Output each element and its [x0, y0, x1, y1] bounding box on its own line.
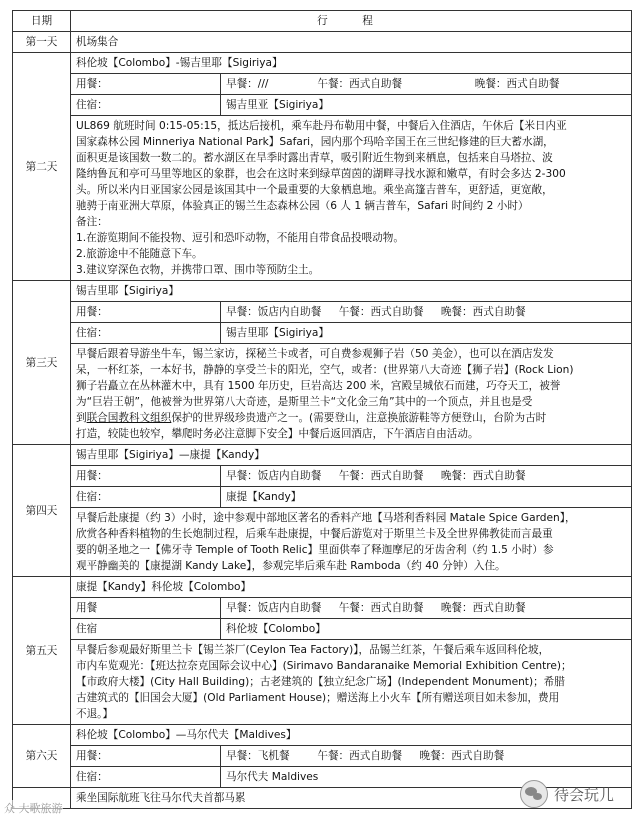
day5-stay-row — [13, 619, 632, 640]
header-row — [13, 11, 632, 32]
day3-desc-line: 呆，一杯红茶，一本好书，静静的享受兰卡的阳光，空气，或者：(世界第八大奇迹【狮子岩】(Rock Lion) — [76, 364, 574, 376]
day6-lunch: 午餐：西式自助餐 — [317, 750, 403, 762]
day2-desc-line: 隆纳鲁瓦和亭可马里等地区的象群，也会在这时来到绿草茵茵的湖畔寻找水源和嫩草，有时会多达 2-300 — [76, 168, 566, 180]
day6-meals — [221, 746, 632, 767]
day3-desc-line: 为“巨岩王朝”，他被誉为世界第八大奇迹，是斯里兰卡“文化金三角”其中的一个顶点，并且也是受 — [76, 396, 533, 408]
day2-desc-line: UL869 航班时间 0:15-05:15，抵达后接机，乘车赴丹布勒用中餐，中餐后入住酒店，午休后【米日内亚 — [76, 120, 567, 132]
day2-meal-label: 用餐： — [71, 74, 221, 95]
day4-desc-line: 欣赏各种香料植物的生长炮制过程，后乘车赴康提，中餐后游览对于斯里兰卡及全世界佛教徒而言最重 — [76, 528, 553, 540]
day4-stay-row — [13, 487, 632, 508]
day2-desc-line: 面积更是该国数一数二的。蓄水湖区在旱季时露出青草，吸引附近生物到来栖息，包括来自马塔拉、波 — [76, 152, 553, 164]
day4-description — [71, 508, 632, 577]
day2-meals — [221, 74, 632, 95]
day6-description: 乘坐国际航班飞往马尔代夫首都马累 — [71, 788, 632, 809]
day5-breakfast: 早餐：饭店内自助餐 — [226, 602, 322, 614]
day5-desc-line: 不退。】 — [76, 708, 114, 720]
day2-description — [71, 116, 632, 281]
day1-text: 机场集合 — [71, 32, 632, 53]
day5-meal-label: 用餐 — [71, 598, 221, 619]
day3-desc-row — [13, 344, 632, 445]
day4-dinner: 晚餐：西式自助餐 — [440, 470, 526, 482]
day5-desc-line: 市内车览观光：【班达拉奈克国际会议中心】(Sirimavo Bandaranaike Memorial Exhibition Centre)； — [76, 660, 572, 672]
day6-label: 第六天 — [13, 725, 71, 788]
day5-stay-label: 住宿 — [71, 619, 221, 640]
day6-breakfast: 早餐：飞机餐 — [226, 750, 290, 762]
day3-dinner: 晚餐：西式自助餐 — [440, 306, 526, 318]
day5-stay: 科伦坡【Colombo】 — [221, 619, 632, 640]
day2-route: 科伦坡【Colombo】-锡吉里耶【Sigiriya】 — [71, 53, 632, 74]
day4-meal-row — [13, 466, 632, 487]
day2-dinner: 晚餐：西式自助餐 — [474, 78, 560, 90]
day4-lunch: 午餐：西式自助餐 — [338, 470, 424, 482]
day2-desc-row — [13, 116, 632, 281]
day6-route: 科伦坡【Colombo】—马尔代夫【Maldives】 — [71, 725, 632, 746]
watermark-right — [520, 780, 614, 808]
day5-meals — [221, 598, 632, 619]
watermark-right-text: 待会玩儿 — [554, 785, 615, 804]
day6-stay: 马尔代夫 Maldives — [221, 767, 632, 788]
day3-description — [71, 344, 632, 445]
day6-meal-label: 用餐： — [71, 746, 221, 767]
day3-desc-line: 早餐后跟着导游坐牛车，锡兰家访，探秘兰卡或者，可自费参观狮子岩（50 美金），也可以在酒店发发 — [76, 348, 554, 360]
day3-desc-line: 打造，较陡也较窄，攀爬时务必注意脚下安全】中餐后返回酒店，下午酒店自由活动。 — [76, 428, 479, 440]
day3-desc-line — [76, 410, 626, 426]
day2-label: 第二天 — [13, 53, 71, 281]
day5-meal-row — [13, 598, 632, 619]
day2-desc-line: 驰骋于南亚洲大草原，体验真正的锡兰生态森林公园（6 人 1 辆吉普车，Safari 时间约 2 小时） — [76, 200, 529, 212]
day3-route-row — [13, 281, 632, 302]
day3-stay: 锡吉里耶【Sigiriya】 — [221, 323, 632, 344]
day2-stay-row — [13, 95, 632, 116]
day2-desc-line: 头。所以米内日亚国家公园是该国其中一个最重要的大象栖息地。乘坐高篷吉普车，更舒适，更宽敞， — [76, 184, 553, 196]
wechat-icon — [520, 780, 548, 808]
day3-desc-pre: 到 — [76, 412, 87, 424]
day3-meal-row — [13, 302, 632, 323]
day6-meal-row — [13, 746, 632, 767]
day2-lunch: 午餐：西式自助餐 — [317, 78, 403, 90]
day2-route-row — [13, 53, 632, 74]
day4-desc-line: 观平静幽美的【康提湖 Kandy Lake】，参观完毕后乘车赴 Ramboda（约 40 分钟）入住。 — [76, 560, 506, 572]
day2-breakfast: 早餐：/// — [226, 78, 269, 90]
day5-desc-row — [13, 640, 632, 725]
day5-route-row — [13, 577, 632, 598]
itinerary-header: 行 程 — [71, 11, 632, 32]
day4-route: 锡吉里耶【Sigiriya】—康提【Kandy】 — [71, 445, 632, 466]
day5-dinner: 晚餐：西式自助餐 — [440, 602, 526, 614]
day5-lunch: 午餐：西式自助餐 — [338, 602, 424, 614]
day2-note: 备注： — [76, 216, 108, 228]
day5-desc-line: 早餐后参观最好斯里兰卡【锡兰茶厂(Ceylon Tea Factory)】，品锡兰红茶，午餐后乘车返回科伦坡， — [76, 644, 550, 656]
day3-meal-label: 用餐： — [71, 302, 221, 323]
day4-label: 第四天 — [13, 445, 71, 577]
day6-dinner: 晚餐：西式自助餐 — [419, 750, 505, 762]
day1-label: 第一天 — [13, 32, 71, 53]
day2-note: 1.在游览期间不能投物、逗引和恐吓动物，不能用自带食品投喂动物。 — [76, 232, 404, 244]
day5-desc-line: 古建筑式的【旧国会大厦】(Old Parliament House)；赠送海上小火车【所有赠送项目如未参加，费用 — [76, 692, 560, 704]
day5-route: 康提【Kandy】科伦坡【Colombo】 — [71, 577, 632, 598]
day1-row — [13, 32, 632, 53]
day2-desc-line: 国家森林公园 Minneriya National Park】Safari，园内那个玛哈辛国王在三世纪修建的巨大蓄水湖， — [76, 136, 554, 148]
day4-breakfast: 早餐：饭店内自助餐 — [226, 470, 322, 482]
day4-desc-line: 早餐后赴康提（约 3）小时，途中参观中部地区著名的香料产地【马塔利香料园 Matale Spice Garden】， — [76, 512, 576, 524]
day5-label: 第五天 — [13, 577, 71, 725]
day4-meal-label: 用餐： — [71, 466, 221, 487]
day2-note: 2.旅游途中不能随意下车。 — [76, 248, 203, 260]
day3-desc-post: 保护的世界级珍贵遗产之一。(需要登山，注意换旅游鞋等方便登山，台阶为古时 — [171, 412, 547, 424]
day4-desc-row — [13, 508, 632, 577]
day2-note: 3.建议穿深色衣物，并携带口罩、围巾等预防尘土。 — [76, 264, 320, 276]
itinerary-table — [12, 10, 632, 809]
day6-route-row — [13, 725, 632, 746]
day3-meals — [221, 302, 632, 323]
day4-stay-label: 住宿： — [71, 487, 221, 508]
day4-desc-line: 要的朝圣地之一【佛牙寺 Temple of Tooth Relic】里面供奉了释迦摩尼的牙齿舍利（约 1.5 小时）参 — [76, 544, 554, 556]
day3-stay-label: 住宿： — [71, 323, 221, 344]
day2-stay-label: 住宿： — [71, 95, 221, 116]
day2-stay: 锡吉里亚【Sigiriya】 — [221, 95, 632, 116]
day4-route-row — [13, 445, 632, 466]
day6-stay-label: 住宿： — [71, 767, 221, 788]
unesco-link-text: 联合国教科文组织 — [86, 412, 172, 424]
date-header: 日期 — [13, 11, 71, 32]
day3-route: 锡吉里耶【Sigiriya】 — [71, 281, 632, 302]
day5-description — [71, 640, 632, 725]
day4-meals — [221, 466, 632, 487]
day3-breakfast: 早餐：饭店内自助餐 — [226, 306, 322, 318]
day5-desc-line: 【市政府大楼】(City Hall Building)；古老建筑的【独立纪念广场】(Independent Monument)；希腊 — [76, 676, 565, 688]
day3-lunch: 午餐：西式自助餐 — [338, 306, 424, 318]
day3-desc-line: 狮子岩矗立在丛林灌木中，具有 1500 年历史，巨岩高达 200 米，宫殿呈城依石而建，巧夺天工，被誉 — [76, 380, 561, 392]
day3-label: 第三天 — [13, 281, 71, 445]
day2-meal-row — [13, 74, 632, 95]
day3-stay-row — [13, 323, 632, 344]
watermark-left: 众 大歌旅游 — [4, 802, 63, 815]
day4-stay: 康提【Kandy】 — [221, 487, 632, 508]
